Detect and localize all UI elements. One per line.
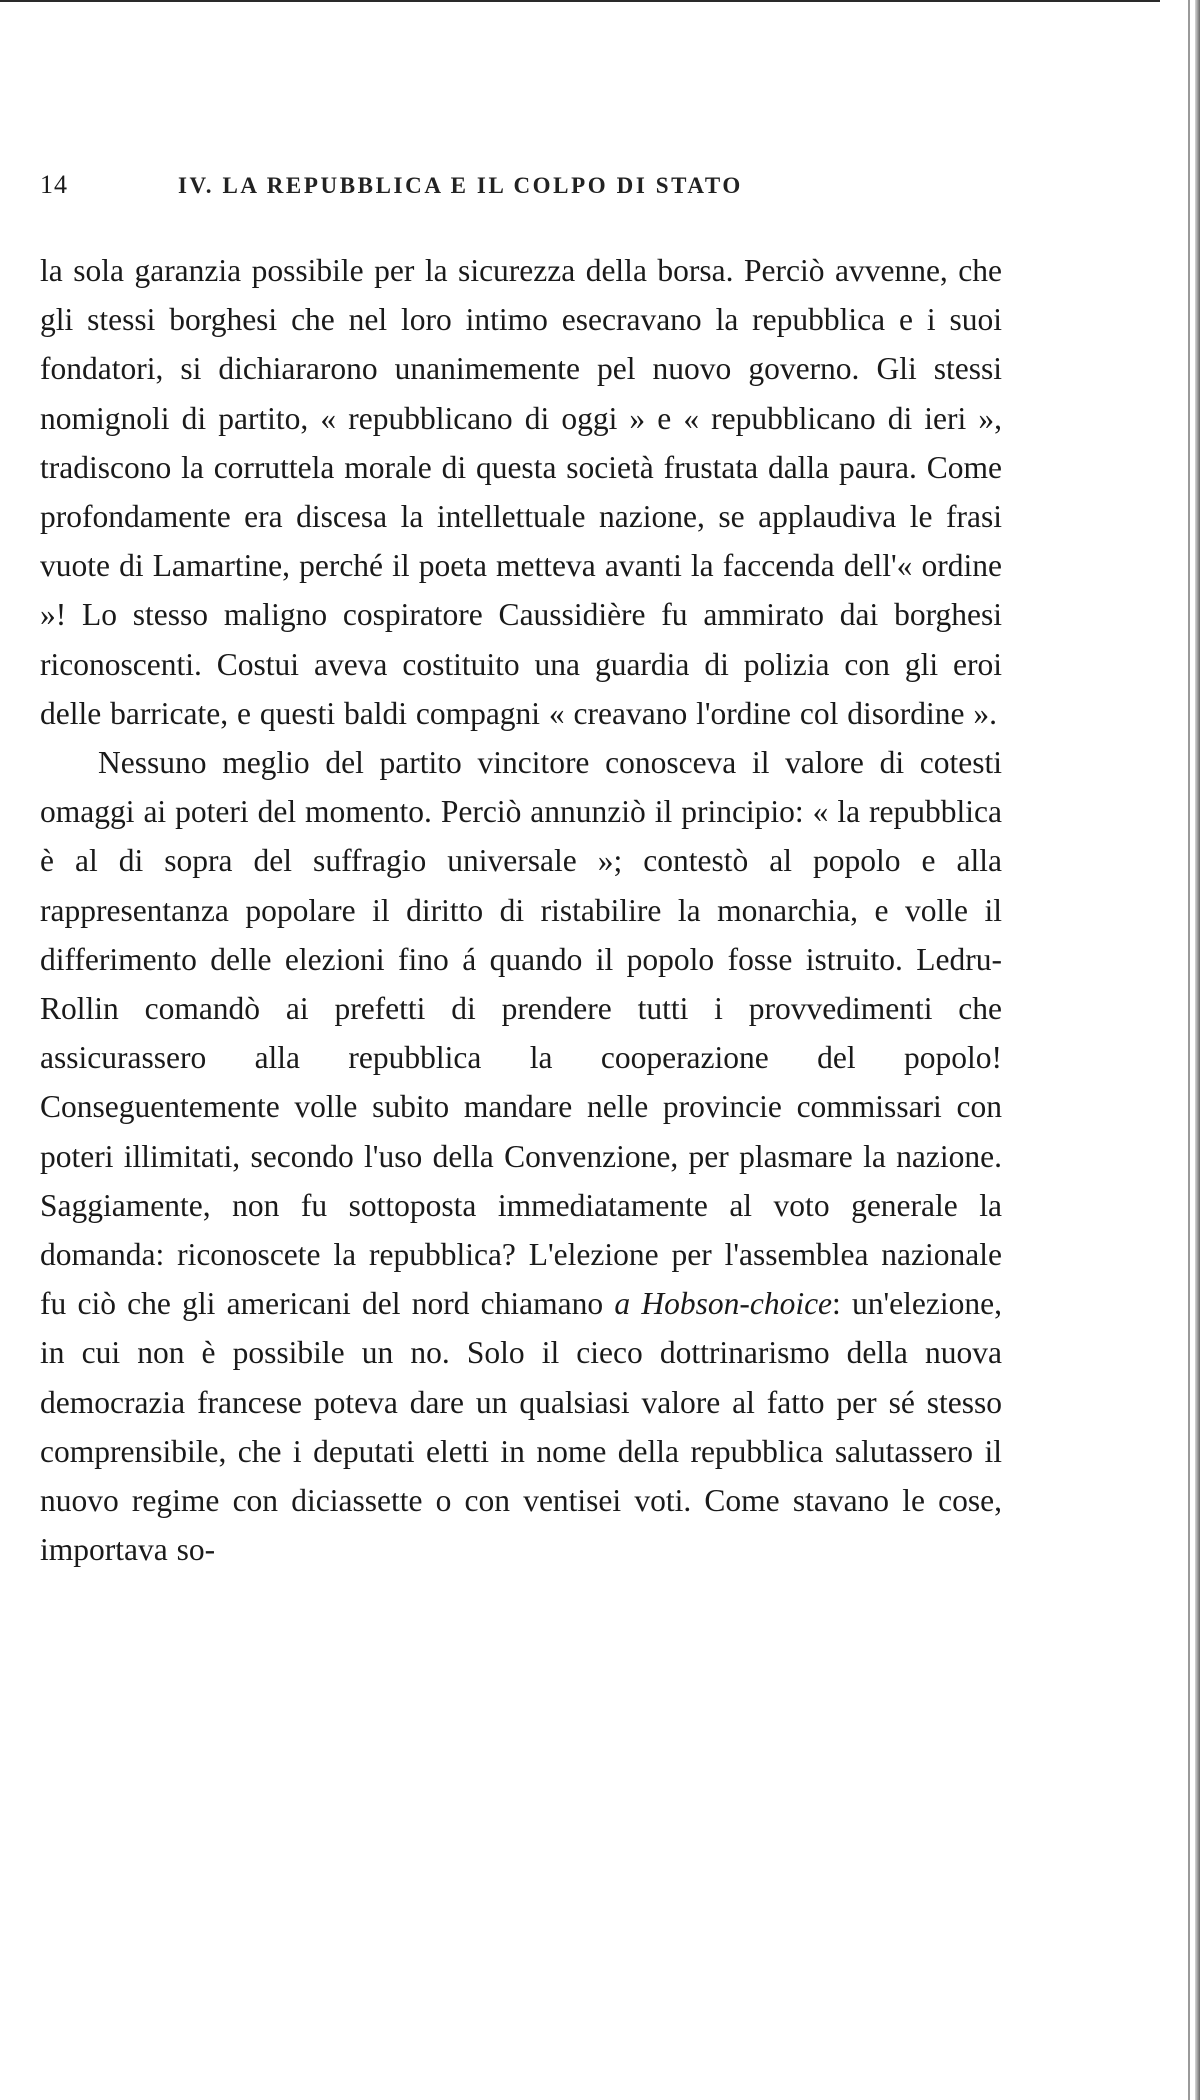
page-number: 14 — [40, 170, 68, 199]
paragraph-1 — [40, 246, 1002, 738]
text-segment: : un'elezione, in cui non è possibile un no. Solo il cieco dottrinarismo della nuova democrazia francese poteva dare un qualsiasi valore al fatto per sé stesso comprensibile, che i deputati eletti in nome della repubblica salutassero il nuovo regime con diciassette o con ventisei voti. Come stavano le cose, importava so- — [40, 1286, 1002, 1568]
running-head — [40, 170, 1002, 210]
book-page — [40, 170, 1002, 1574]
text-segment: la sola garanzia possibile per la sicurezza della borsa. Perciò avvenne, che gli stessi borghesi che nel loro intimo esecravano la repubblica e i suoi fondatori, si dichiararono unanimemente pel nuovo governo. Gli stessi nomignoli di partito, « repubblicano di oggi » e « repubblicano di ieri », tradiscono la corruttela morale di questa società frustata dalla paura. Come profondamente era discesa la intellettuale nazione, se applaudiva le frasi vuote di Lamartine, perché il poeta metteva avanti la faccenda dell'« ordine »! Lo stesso maligno cospiratore Caussidière fu ammirato dai borghesi riconoscenti. Costui aveva costituito una guardia di polizia con gli eroi delle barricate, e questi baldi compagni « creavano l'ordine col disordine ». — [40, 253, 1002, 731]
page-edge-shadow — [1195, 0, 1200, 2100]
top-edge-rule — [0, 0, 1160, 2]
paragraph-2 — [40, 738, 1002, 1574]
chapter-title: IV. LA REPUBBLICA E IL COLPO DI STATO — [178, 173, 743, 198]
text-segment: Nessuno meglio del partito vincitore conosceva il valore di cotesti omaggi ai poteri del momento. Perciò annunziò il principio: « la repubblica è al di sopra del suffragio universale »; contestò al popolo e alla rappresentanza popolare il diritto di ristabilire la monarchia, e volle il differimento delle elezioni fino á quando il popolo fosse istruito. Ledru-Rollin comandò ai prefetti di prendere tutti i provvedimenti che assicurassero alla repubblica la cooperazione del popolo! Conseguentemente volle subito mandare nelle provincie commissari con poteri illimitati, secondo l'uso della Convenzione, per plasmare la nazione. Saggiamente, non fu sottoposta immediatamente al voto generale la domanda: riconoscete la repubblica? L'elezione per l'assemblea nazionale fu ciò che gli americani del nord chiamano — [40, 745, 1002, 1322]
page-edge-line — [1188, 0, 1190, 2100]
body-text — [40, 246, 1002, 1574]
italic-term: a Hobson-choice — [614, 1286, 833, 1322]
